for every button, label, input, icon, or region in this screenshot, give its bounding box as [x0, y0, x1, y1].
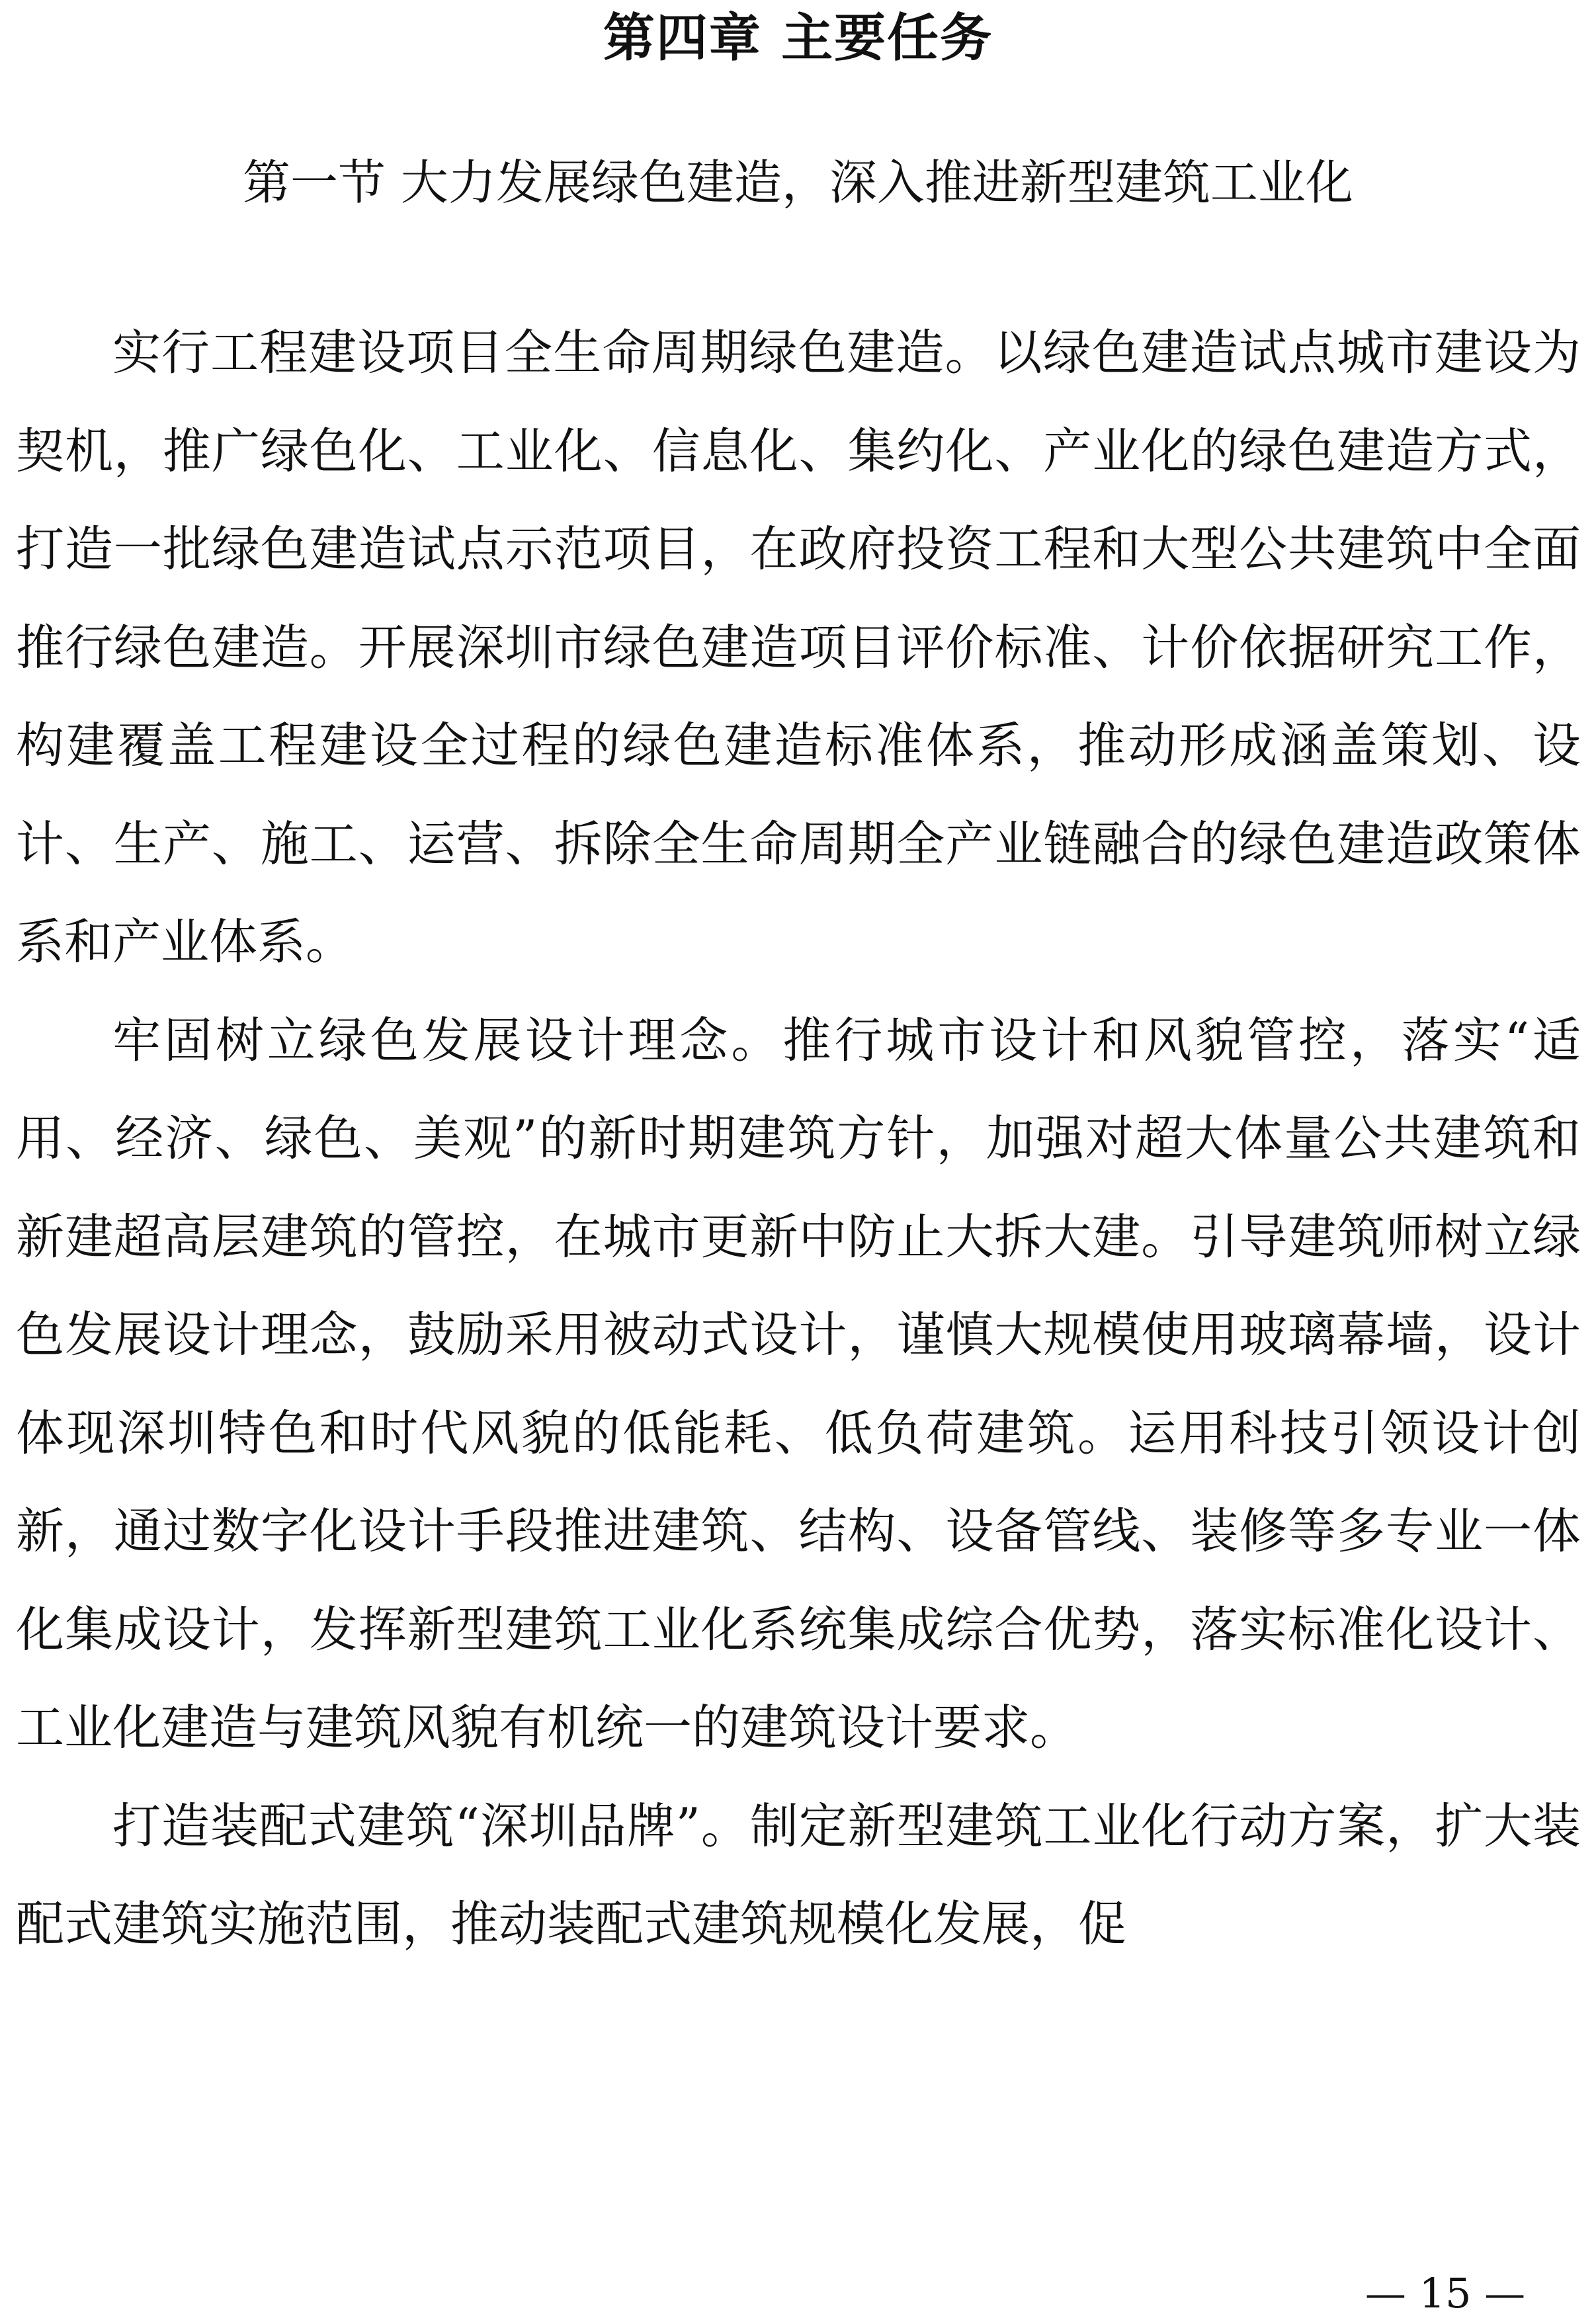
body-text — [16, 304, 1581, 1974]
paragraph-green-design: 牢固树立绿色发展设计理念。推行城市设计和风貌管控，落实“适用、经济、绿色、美观”的新时期建筑方针，加强对超大体量公共建筑和新建超高层建筑的管控，在城市更新中防止大拆大建。引导建筑师树立绿色发展设计理念，鼓励采用被动式设计，谨慎大规模使用玻璃幕墙，设计体现深圳特色和时代风貌的低能耗、低负荷建筑。运用科技引领设计创新，通过数字化设计手段推进建筑、结构、设备管线、装修等多专业一体化集成设计，发挥新型建筑工业化系统集成综合优势，落实标准化设计、工业化建造与建筑风貌有机统一的建筑设计要求。 — [16, 1012, 1581, 1756]
paragraph-green-construction: 实行工程建设项目全生命周期绿色建造。以绿色建造试点城市建设为契机，推广绿色化、工业化、信息化、集约化、产业化的绿色建造方式，打造一批绿色建造试点示范项目，在政府投资工程和大型公共建筑中全面推行绿色建造。开展深圳市绿色建造项目评价标准、计价依据研究工作，构建覆盖工程建设全过程的绿色建造标准体系，推动形成涵盖策划、设计、生产、施工、运营、拆除全生命周期全产业链融合的绿色建造政策体系和产业体系。 — [16, 325, 1581, 970]
chapter-title: 第四章 主要任务 — [603, 9, 993, 68]
section-title: 第一节 大力发展绿色建造，深入推进新型建筑工业化 — [243, 155, 1353, 210]
paragraph-prefab-brand: 打造装配式建筑“深圳品牌”。制定新型建筑工业化行动方案，扩大装配式建筑实施范围，推动装配式建筑规模化发展，促 — [16, 1798, 1581, 1952]
page-number: — 15 — — [1365, 2269, 1526, 2317]
